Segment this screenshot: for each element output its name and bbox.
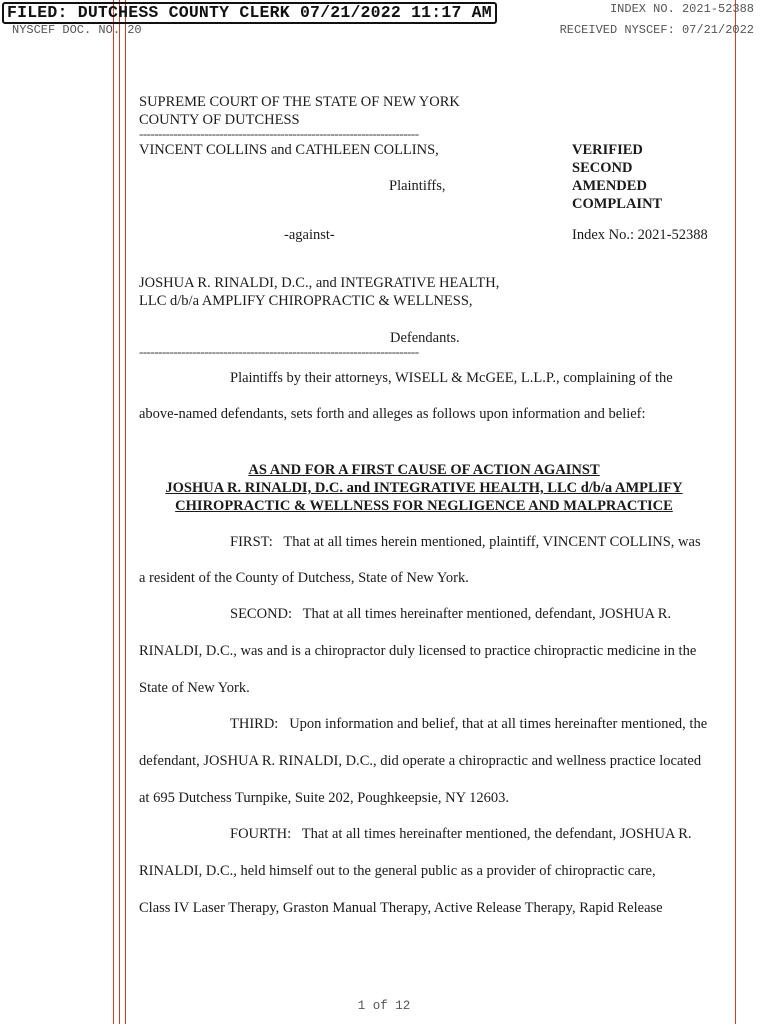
para-second-line-1: SECOND: That at all times hereinafter mentioned, defendant, JOSHUA R. <box>230 606 672 622</box>
header-received: RECEIVED NYSCEF: 07/21/2022 <box>559 23 754 37</box>
intro-line-1: Plaintiffs by their attorneys, WISELL & McGEE, L.L.P., complaining of the <box>230 370 673 386</box>
doc-type-line-1: VERIFIED <box>572 142 643 158</box>
defendants-line-2: LLC d/b/a AMPLIFY CHIROPRACTIC & WELLNESS, <box>139 293 473 309</box>
plaintiffs-label: Plaintiffs, <box>389 178 446 194</box>
court-name: SUPREME COURT OF THE STATE OF NEW YORK <box>139 94 460 110</box>
para-fourth-line-3: Class IV Laser Therapy, Graston Manual Therapy, Active Release Therapy, Rapid Release <box>139 900 663 916</box>
para-third-line-3: at 695 Dutchess Turnpike, Suite 202, Poughkeepsie, NY 12603. <box>139 790 510 806</box>
defendants-label: Defendants. <box>390 330 460 346</box>
header-doc-number: NYSCEF DOC. NO. 20 <box>12 23 142 37</box>
para-first-line-2: a resident of the County of Dutchess, State of New York. <box>139 570 469 586</box>
para-second-line-2: RINALDI, D.C., was and is a chiropractor duly licensed to practice chiropractic medicine in the <box>139 643 697 659</box>
para-third-line-2: defendant, JOSHUA R. RINALDI, D.C., did operate a chiropractic and wellness practice located <box>139 753 702 769</box>
cause-heading-line-1: AS AND FOR A FIRST CAUSE OF ACTION AGAINST <box>248 462 600 478</box>
plaintiffs-names: VINCENT COLLINS and CATHLEEN COLLINS, <box>139 142 439 158</box>
doc-type-line-2: SECOND <box>572 160 633 176</box>
cause-heading-line-3: CHIROPRACTIC & WELLNESS FOR NEGLIGENCE AND MALPRACTICE <box>175 498 673 514</box>
header-index-number: INDEX NO. 2021-52388 <box>609 2 754 16</box>
court-county: COUNTY OF DUTCHESS <box>139 112 300 128</box>
para-first-line-1: FIRST: That at all times herein mentioned, plaintiff, VINCENT COLLINS, was <box>230 534 701 550</box>
margin-line-left-3 <box>125 0 126 1024</box>
cause-heading-line-2: JOSHUA R. RINALDI, D.C. and INTEGRATIVE HEALTH, LLC d/b/a AMPLIFY <box>165 480 683 496</box>
caption-divider-top: ------------------------------------------------------------------------- <box>139 126 419 141</box>
margin-line-left-1 <box>113 0 114 1024</box>
intro-line-2: above-named defendants, sets forth and alleges as follows upon information and belief: <box>139 406 646 422</box>
para-fourth-line-2: RINALDI, D.C., held himself out to the general public as a provider of chiropractic care, <box>139 863 656 879</box>
doc-type-line-4: COMPLAINT <box>572 196 663 212</box>
para-fourth-line-1: FOURTH: That at all times hereinafter mentioned, the defendant, JOSHUA R. <box>230 826 692 842</box>
defendants-line-1: JOSHUA R. RINALDI, D.C., and INTEGRATIVE HEALTH, <box>139 275 500 291</box>
page-number: 1 of 12 <box>357 999 411 1013</box>
doc-type-line-3: AMENDED <box>572 178 647 194</box>
margin-line-right <box>735 0 736 1024</box>
para-second-line-3: State of New York. <box>139 680 250 696</box>
caption-divider-bottom: ------------------------------------------------------------------------- <box>139 344 419 359</box>
margin-line-left-2 <box>119 0 120 1024</box>
para-third-line-1: THIRD: Upon information and belief, that at all times hereinafter mentioned, the <box>230 716 708 732</box>
filed-stamp: FILED: DUTCHESS COUNTY CLERK 07/21/2022 11:17 AM <box>2 2 497 24</box>
against-label: -against- <box>284 227 335 243</box>
index-number-label: Index No.: 2021-52388 <box>572 227 708 243</box>
